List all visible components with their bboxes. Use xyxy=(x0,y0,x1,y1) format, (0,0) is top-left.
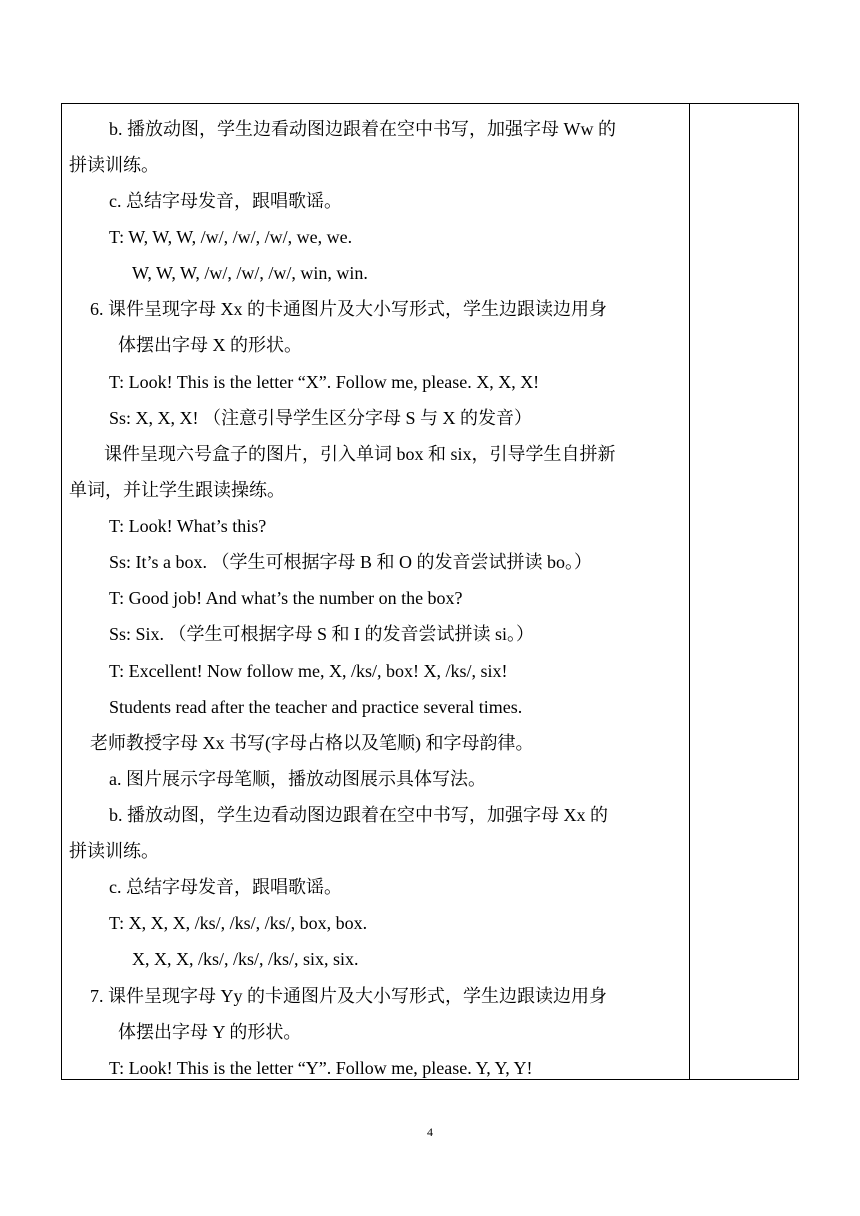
text-line: 6. 课件呈现字母 Xx 的卡通图片及大小写形式，学生边跟读边用身 xyxy=(90,299,607,319)
text-line: T: Look! This is the letter “X”. Follow me, please. X, X, X! xyxy=(109,372,540,392)
text-line: Ss: X, X, X! （注意引导学生区分字母 S 与 X 的发音） xyxy=(109,408,533,428)
text-line: T: X, X, X, /ks/, /ks/, /ks/, box, box. xyxy=(109,913,368,933)
text-line: Students read after the teacher and practice several times. xyxy=(109,697,523,717)
text-line: T: Good job! And what’s the number on the box? xyxy=(109,588,463,608)
text-line: 拼读训练。 xyxy=(69,155,159,175)
text-line: 7. 课件呈现字母 Yy 的卡通图片及大小写形式，学生边跟读边用身 xyxy=(90,986,607,1006)
lesson-table xyxy=(61,103,799,1080)
text-line: 老师教授字母 Xx 书写(字母占格以及笔顺) 和字母韵律。 xyxy=(90,733,534,753)
column-divider xyxy=(689,104,690,1079)
page-number: 4 xyxy=(427,1125,433,1139)
text-line: c. 总结字母发音，跟唱歌谣。 xyxy=(109,877,342,897)
text-line: T: Excellent! Now follow me, X, /ks/, box! X, /ks/, six! xyxy=(109,661,508,681)
text-line: Ss: It’s a box. （学生可根据字母 B 和 O 的发音尝试拼读 bo。） xyxy=(109,552,593,572)
text-line: T: Look! What’s this? xyxy=(109,516,267,536)
text-line: T: Look! This is the letter “Y”. Follow me, please. Y, Y, Y! xyxy=(109,1058,533,1078)
text-line: 课件呈现六号盒子的图片，引入单词 box 和 six，引导学生自拼新 xyxy=(104,444,616,464)
text-line: W, W, W, /w/, /w/, /w/, win, win. xyxy=(132,263,368,283)
text-line: 拼读训练。 xyxy=(69,841,159,861)
text-line: a. 图片展示字母笔顺，播放动图展示具体写法。 xyxy=(109,769,486,789)
text-line: c. 总结字母发音，跟唱歌谣。 xyxy=(109,191,342,211)
text-line: 单词，并让学生跟读操练。 xyxy=(69,480,285,500)
text-line: T: W, W, W, /w/, /w/, /w/, we, we. xyxy=(109,227,353,247)
text-line: 体摆出字母 X 的形状。 xyxy=(118,335,302,355)
text-line: b. 播放动图，学生边看动图边跟着在空中书写，加强字母 Ww 的 xyxy=(109,119,616,139)
text-line: X, X, X, /ks/, /ks/, /ks/, six, six. xyxy=(132,949,359,969)
text-line: b. 播放动图，学生边看动图边跟着在空中书写，加强字母 Xx 的 xyxy=(109,805,608,825)
procedure-cell xyxy=(62,104,689,1079)
text-line: 体摆出字母 Y 的形状。 xyxy=(118,1022,302,1042)
text-line: Ss: Six. （学生可根据字母 S 和 I 的发音尝试拼读 si。） xyxy=(109,624,535,644)
